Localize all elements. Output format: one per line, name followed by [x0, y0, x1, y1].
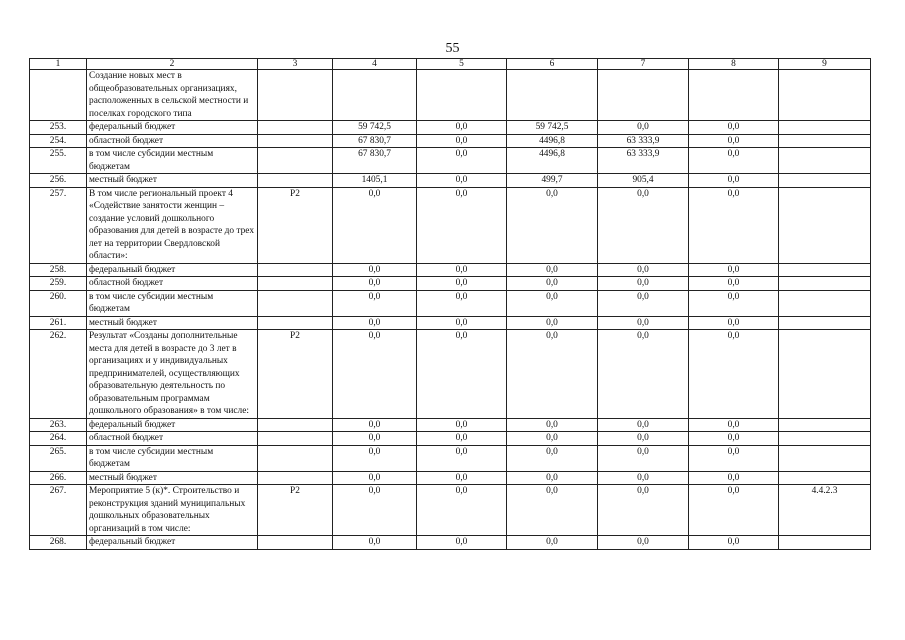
value-col-5 [417, 70, 507, 121]
row-description: в том числе субсидии местным бюджетам [87, 445, 258, 471]
value-col-6: 4496,8 [507, 134, 598, 148]
table-row [30, 174, 871, 188]
value-col-5: 0,0 [417, 445, 507, 471]
value-col-5: 0,0 [417, 316, 507, 330]
value-col-7: 0,0 [598, 445, 689, 471]
value-col-5: 0,0 [417, 121, 507, 135]
row-number [30, 70, 87, 121]
row-number: 253. [30, 121, 87, 135]
table-row [30, 121, 871, 135]
row-number: 266. [30, 471, 87, 485]
value-col-5: 0,0 [417, 263, 507, 277]
project-code: Р2 [258, 485, 333, 536]
value-col-7: 0,0 [598, 432, 689, 446]
value-col-4: 0,0 [333, 290, 417, 316]
row-number: 260. [30, 290, 87, 316]
project-code [258, 432, 333, 446]
project-code [258, 316, 333, 330]
target-indicator [779, 418, 871, 432]
table-row [30, 536, 871, 550]
table-row [30, 418, 871, 432]
target-indicator [779, 134, 871, 148]
value-col-8: 0,0 [689, 445, 779, 471]
value-col-6: 0,0 [507, 263, 598, 277]
value-col-5: 0,0 [417, 485, 507, 536]
row-description: областной бюджет [87, 432, 258, 446]
value-col-6: 0,0 [507, 277, 598, 291]
value-col-5: 0,0 [417, 134, 507, 148]
value-col-7: 0,0 [598, 316, 689, 330]
value-col-7: 0,0 [598, 418, 689, 432]
value-col-8: 0,0 [689, 174, 779, 188]
value-col-4: 0,0 [333, 187, 417, 263]
table-row [30, 148, 871, 174]
value-col-8: 0,0 [689, 316, 779, 330]
value-col-8: 0,0 [689, 418, 779, 432]
value-col-6: 59 742,5 [507, 121, 598, 135]
row-description: в том числе субсидии местным бюджетам [87, 290, 258, 316]
value-col-4: 0,0 [333, 432, 417, 446]
row-number: 255. [30, 148, 87, 174]
value-col-5: 0,0 [417, 536, 507, 550]
value-col-7: 63 333,9 [598, 148, 689, 174]
value-col-7: 905,4 [598, 174, 689, 188]
row-description: Мероприятие 5 (к)*. Строительство и реконструкция зданий муниципальных дошкольных образовательных организаций в том числе: [87, 485, 258, 536]
row-number: 268. [30, 536, 87, 550]
project-code [258, 174, 333, 188]
value-col-5: 0,0 [417, 148, 507, 174]
target-indicator [779, 445, 871, 471]
value-col-8: 0,0 [689, 121, 779, 135]
table-row [30, 70, 871, 121]
row-number: 265. [30, 445, 87, 471]
value-col-7 [598, 70, 689, 121]
row-number: 261. [30, 316, 87, 330]
target-indicator [779, 121, 871, 135]
value-col-8: 0,0 [689, 290, 779, 316]
value-col-8: 0,0 [689, 134, 779, 148]
row-description: федеральный бюджет [87, 536, 258, 550]
target-indicator [779, 263, 871, 277]
value-col-5: 0,0 [417, 187, 507, 263]
project-code [258, 70, 333, 121]
value-col-5: 0,0 [417, 330, 507, 419]
value-col-8: 0,0 [689, 187, 779, 263]
value-col-8: 0,0 [689, 471, 779, 485]
value-col-4: 0,0 [333, 536, 417, 550]
column-number: 1 [30, 59, 87, 70]
value-col-5: 0,0 [417, 290, 507, 316]
target-indicator [779, 471, 871, 485]
value-col-7: 0,0 [598, 330, 689, 419]
table-row [30, 290, 871, 316]
value-col-8 [689, 70, 779, 121]
table-row [30, 330, 871, 419]
target-indicator [779, 290, 871, 316]
column-number: 8 [689, 59, 779, 70]
row-number: 259. [30, 277, 87, 291]
value-col-4: 1405,1 [333, 174, 417, 188]
value-col-8: 0,0 [689, 277, 779, 291]
value-col-7: 0,0 [598, 290, 689, 316]
value-col-5: 0,0 [417, 418, 507, 432]
value-col-5: 0,0 [417, 471, 507, 485]
value-col-6: 4496,8 [507, 148, 598, 174]
column-number: 3 [258, 59, 333, 70]
row-description: областной бюджет [87, 277, 258, 291]
value-col-4: 0,0 [333, 445, 417, 471]
value-col-8: 0,0 [689, 148, 779, 174]
value-col-6: 499,7 [507, 174, 598, 188]
row-description: местный бюджет [87, 174, 258, 188]
value-col-4: 67 830,7 [333, 148, 417, 174]
row-number: 263. [30, 418, 87, 432]
value-col-6: 0,0 [507, 536, 598, 550]
value-col-6: 0,0 [507, 432, 598, 446]
row-description: Создание новых мест в общеобразовательных организациях, расположенных в сельской местности и поселках городского типа [87, 70, 258, 121]
value-col-7: 63 333,9 [598, 134, 689, 148]
target-indicator [779, 432, 871, 446]
value-col-6: 0,0 [507, 485, 598, 536]
table-row [30, 316, 871, 330]
value-col-4: 0,0 [333, 316, 417, 330]
table-row [30, 263, 871, 277]
project-code [258, 290, 333, 316]
value-col-4: 67 830,7 [333, 134, 417, 148]
value-col-7: 0,0 [598, 536, 689, 550]
page-number: 55 [445, 41, 460, 56]
row-description: местный бюджет [87, 316, 258, 330]
project-code [258, 471, 333, 485]
column-number: 5 [417, 59, 507, 70]
value-col-4: 0,0 [333, 485, 417, 536]
target-indicator [779, 187, 871, 263]
row-description: федеральный бюджет [87, 418, 258, 432]
target-indicator [779, 174, 871, 188]
row-description: федеральный бюджет [87, 121, 258, 135]
table-row [30, 471, 871, 485]
value-col-7: 0,0 [598, 485, 689, 536]
value-col-6: 0,0 [507, 187, 598, 263]
column-number: 6 [507, 59, 598, 70]
project-code [258, 536, 333, 550]
target-indicator [779, 148, 871, 174]
table-row [30, 187, 871, 263]
value-col-6: 0,0 [507, 471, 598, 485]
column-number: 9 [779, 59, 871, 70]
value-col-5: 0,0 [417, 277, 507, 291]
row-description: федеральный бюджет [87, 263, 258, 277]
value-col-7: 0,0 [598, 121, 689, 135]
table-row [30, 134, 871, 148]
project-code [258, 134, 333, 148]
budget-table [29, 58, 871, 550]
project-code: Р2 [258, 187, 333, 263]
value-col-6: 0,0 [507, 316, 598, 330]
value-col-7: 0,0 [598, 471, 689, 485]
project-code [258, 121, 333, 135]
row-description: местный бюджет [87, 471, 258, 485]
row-number: 254. [30, 134, 87, 148]
value-col-4: 0,0 [333, 330, 417, 419]
project-code [258, 263, 333, 277]
row-description: в том числе субсидии местным бюджетам [87, 148, 258, 174]
column-number: 2 [87, 59, 258, 70]
value-col-4: 59 742,5 [333, 121, 417, 135]
target-indicator [779, 316, 871, 330]
row-description: Результат «Созданы дополнительные места для детей в возрасте до 3 лет в организациях и у индивидуальных предпринимателей, осуществляющих образовательную деятельность по образовательным программам дошкольного образования» в том числе: [87, 330, 258, 419]
value-col-8: 0,0 [689, 330, 779, 419]
table-row [30, 432, 871, 446]
value-col-4 [333, 70, 417, 121]
value-col-7: 0,0 [598, 263, 689, 277]
value-col-6: 0,0 [507, 330, 598, 419]
target-indicator [779, 330, 871, 419]
value-col-6: 0,0 [507, 290, 598, 316]
row-number: 267. [30, 485, 87, 536]
column-number-row [30, 59, 871, 70]
value-col-6 [507, 70, 598, 121]
value-col-7: 0,0 [598, 187, 689, 263]
value-col-6: 0,0 [507, 445, 598, 471]
value-col-7: 0,0 [598, 277, 689, 291]
value-col-4: 0,0 [333, 263, 417, 277]
target-indicator [779, 70, 871, 121]
value-col-4: 0,0 [333, 277, 417, 291]
target-indicator: 4.4.2.3 [779, 485, 871, 536]
project-code [258, 445, 333, 471]
value-col-8: 0,0 [689, 485, 779, 536]
row-number: 262. [30, 330, 87, 419]
column-number: 4 [333, 59, 417, 70]
row-number: 256. [30, 174, 87, 188]
project-code [258, 418, 333, 432]
row-number: 258. [30, 263, 87, 277]
value-col-8: 0,0 [689, 432, 779, 446]
table-row [30, 277, 871, 291]
project-code [258, 277, 333, 291]
value-col-8: 0,0 [689, 263, 779, 277]
project-code [258, 148, 333, 174]
value-col-8: 0,0 [689, 536, 779, 550]
value-col-6: 0,0 [507, 418, 598, 432]
row-description: областной бюджет [87, 134, 258, 148]
table-row [30, 445, 871, 471]
row-number: 257. [30, 187, 87, 263]
value-col-5: 0,0 [417, 174, 507, 188]
target-indicator [779, 277, 871, 291]
row-number: 264. [30, 432, 87, 446]
value-col-5: 0,0 [417, 432, 507, 446]
project-code: Р2 [258, 330, 333, 419]
column-number: 7 [598, 59, 689, 70]
table-row [30, 485, 871, 536]
value-col-4: 0,0 [333, 471, 417, 485]
value-col-4: 0,0 [333, 418, 417, 432]
row-description: В том числе региональный проект 4 «Содействие занятости женщин – создание условий дошкольного образования для детей в возрасте до трех лет на территории Свердловской области»: [87, 187, 258, 263]
target-indicator [779, 536, 871, 550]
